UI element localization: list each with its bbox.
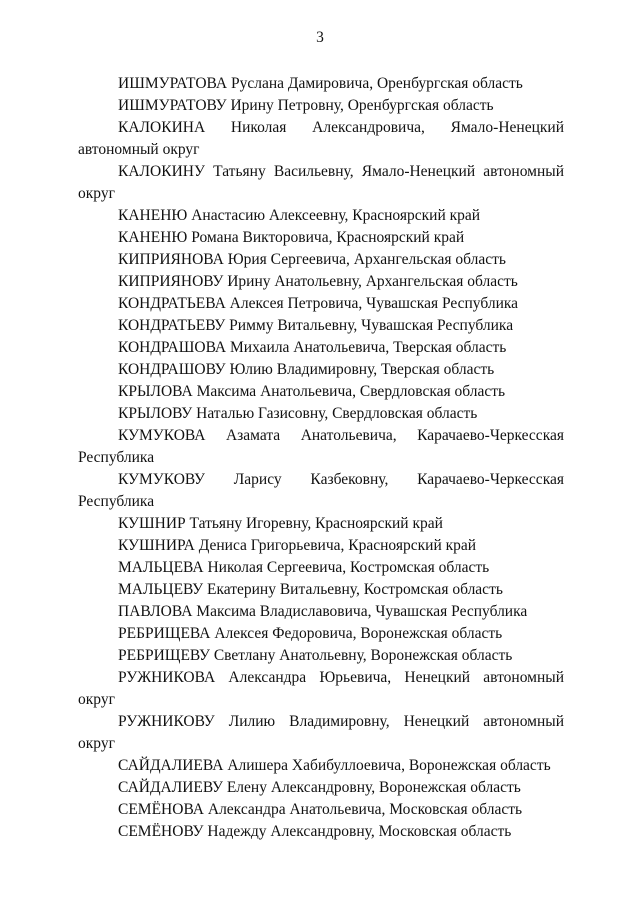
list-item <box>78 337 564 359</box>
surname: РЕБРИЩЕВУ <box>118 647 210 664</box>
name-and-region: Алексея Петровича, Чувашская Республика <box>225 295 519 312</box>
surname: МАЛЬЦЕВУ <box>118 581 204 598</box>
page-number: 3 <box>316 29 324 46</box>
name-and-region: Екатерину Витальевну, Костромская область <box>203 581 503 598</box>
list-item <box>78 645 564 667</box>
name-and-region: Алишера Хабибуллоевича, Воронежская область <box>223 757 551 774</box>
name-and-region: Наталью Газисовну, Свердловская область <box>192 405 478 422</box>
list-item <box>78 535 564 557</box>
surname: КИПРИЯНОВА <box>118 251 224 268</box>
list-item <box>78 271 564 293</box>
surname: КОНДРАШОВУ <box>118 361 226 378</box>
surname: КАЛОКИНА <box>118 119 206 136</box>
list-item <box>78 403 564 425</box>
list-item <box>78 557 564 579</box>
awardee-list <box>78 73 564 843</box>
surname: КАНЕНЮ <box>118 207 188 224</box>
surname: РУЖНИКОВА <box>118 669 216 686</box>
surname: КАЛОКИНУ <box>118 163 205 180</box>
name-and-region: Романа Викторовича, Красноярский край <box>187 229 465 246</box>
surname: КРЫЛОВА <box>118 383 193 400</box>
name-and-region: Римму Витальевну, Чувашская Республика <box>225 317 514 334</box>
list-item <box>78 821 564 843</box>
surname: МАЛЬЦЕВА <box>118 559 204 576</box>
list-item <box>78 95 564 117</box>
surname: ИШМУРАТОВУ <box>118 97 227 114</box>
list-item <box>78 777 564 799</box>
surname: СЕМЁНОВУ <box>118 823 204 840</box>
name-and-region: Юрия Сергеевича, Архангельская область <box>223 251 506 268</box>
surname: КОНДРАТЬЕВУ <box>118 317 226 334</box>
list-item <box>78 73 564 95</box>
surname: ИШМУРАТОВА <box>118 75 228 92</box>
surname: КИПРИЯНОВУ <box>118 273 224 290</box>
list-item <box>78 711 564 755</box>
list-item <box>78 227 564 249</box>
name-and-region: Анастасию Алексеевну, Красноярский край <box>187 207 481 224</box>
name-and-region: Руслана Дамировича, Оренбургская область <box>227 75 523 92</box>
name-and-region: Алексея Федоровича, Воронежская область <box>210 625 503 642</box>
surname: КОНДРАШОВА <box>118 339 227 356</box>
list-item <box>78 469 564 513</box>
list-item <box>78 293 564 315</box>
name-and-region: Светлану Анатольевну, Воронежская область <box>209 647 513 664</box>
surname: КУШНИР <box>118 515 186 532</box>
name-and-region: Александра Юрьевича, Ненецкий автономный округ <box>78 669 564 708</box>
list-item <box>78 799 564 821</box>
name-and-region: Николая Сергеевича, Костромская область <box>203 559 490 576</box>
name-and-region: Ирину Петровну, Оренбургская область <box>226 97 494 114</box>
list-item <box>78 205 564 227</box>
name-and-region: Максима Анатольевича, Свердловская область <box>192 383 506 400</box>
name-and-region: Максима Владиславовича, Чувашская Республика <box>192 603 528 620</box>
list-item <box>78 601 564 623</box>
surname: САЙДАЛИЕВА <box>118 757 224 774</box>
list-item <box>78 315 564 337</box>
surname: РУЖНИКОВУ <box>118 713 215 730</box>
list-item <box>78 381 564 403</box>
list-item <box>78 579 564 601</box>
surname: ПАВЛОВА <box>118 603 193 620</box>
list-item <box>78 755 564 777</box>
name-and-region: Ларису Казбековну, Карачаево-Черкесская Республика <box>78 471 564 510</box>
name-and-region: Лилию Владимировну, Ненецкий автономный округ <box>78 713 564 752</box>
surname: КУМУКОВА <box>118 427 206 444</box>
name-and-region: Михаила Анатольевича, Тверская область <box>226 339 507 356</box>
name-and-region: Татьяну Игоревну, Красноярский край <box>185 515 443 532</box>
list-item <box>78 667 564 711</box>
name-and-region: Юлию Владимировну, Тверская область <box>225 361 495 378</box>
surname: КОНДРАТЬЕВА <box>118 295 226 312</box>
name-and-region: Татьяну Васильевну, Ямало-Ненецкий автономный округ <box>78 163 564 202</box>
list-item <box>78 359 564 381</box>
surname: КАНЕНЮ <box>118 229 188 246</box>
name-and-region: Ирину Анатольевну, Архангельская область <box>223 273 518 290</box>
list-item <box>78 425 564 469</box>
surname: КУМУКОВУ <box>118 471 205 488</box>
surname: САЙДАЛИЕВУ <box>118 779 223 796</box>
list-item <box>78 513 564 535</box>
name-and-region: Надежду Александровну, Московская область <box>203 823 512 840</box>
name-and-region: Николая Александровича, Ямало-Ненецкий автономный округ <box>78 119 564 158</box>
list-item <box>78 117 564 161</box>
surname: СЕМЁНОВА <box>118 801 204 818</box>
surname: КУШНИРА <box>118 537 195 554</box>
name-and-region: Елену Александровну, Воронежская область <box>222 779 521 796</box>
list-item <box>78 623 564 645</box>
surname: КРЫЛОВУ <box>118 405 193 422</box>
name-and-region: Александра Анатольевича, Московская область <box>204 801 523 818</box>
surname: РЕБРИЩЕВА <box>118 625 211 642</box>
name-and-region: Азамата Анатольевича, Карачаево-Черкесская Республика <box>78 427 564 466</box>
list-item <box>78 249 564 271</box>
name-and-region: Дениса Григорьевича, Красноярский край <box>194 537 477 554</box>
list-item <box>78 161 564 205</box>
